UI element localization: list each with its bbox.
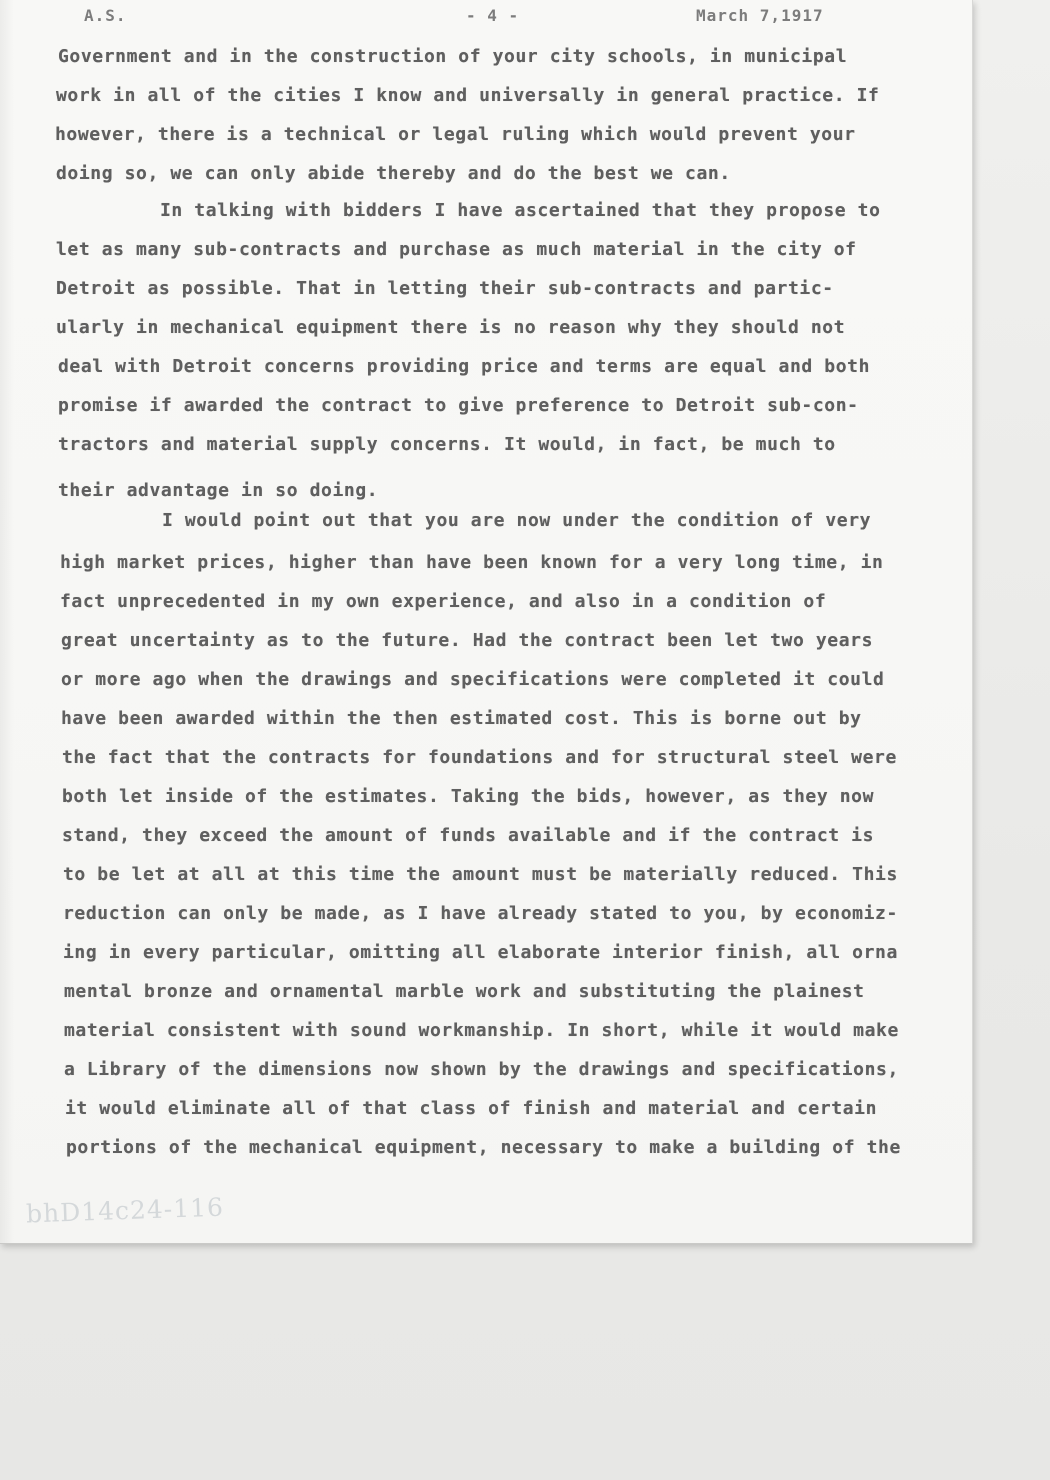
- body-line: work in all of the cities I know and universally in general practice. If: [56, 85, 880, 106]
- body-line: ularly in mechanical equipment there is no reason why they should not: [56, 317, 846, 338]
- body-line: ing in every particular, omitting all elaborate interior finish, all orna: [63, 942, 898, 963]
- body-line: let as many sub-contracts and purchase as much material in the city of: [56, 239, 857, 260]
- page-header: [0, 6, 972, 30]
- body-line: however, there is a technical or legal ruling which would prevent your: [55, 124, 856, 145]
- body-line: doing so, we can only abide thereby and do the best we can.: [56, 163, 731, 184]
- body-line: stand, they exceed the amount of funds available and if the contract is: [62, 825, 875, 846]
- body-line: it would eliminate all of that class of finish and material and certain: [65, 1098, 878, 1119]
- body-line: material consistent with sound workmanship. In short, while it would make: [64, 1020, 899, 1041]
- author-initials: A.S.: [84, 6, 127, 25]
- body-line: mental bronze and ornamental marble work and substituting the plainest: [64, 981, 865, 1002]
- body-line: portions of the mechanical equipment, necessary to make a building of the: [66, 1137, 901, 1158]
- body-line: reduction can only be made, as I have already stated to you, by economiz-: [63, 903, 898, 924]
- body-line: high market prices, higher than have been known for a very long time, in: [60, 552, 884, 573]
- body-line: tractors and material supply concerns. It would, in fact, be much to: [58, 434, 836, 455]
- body-line: fact unprecedented in my own experience, and also in a condition of: [60, 591, 827, 612]
- body-line: or more ago when the drawings and specifications were completed it could: [61, 669, 885, 690]
- body-line: have been awarded within the then estimated cost. This is borne out by: [61, 708, 862, 729]
- body-line: promise if awarded the contract to give preference to Detroit sub-con-: [58, 395, 859, 416]
- body-line: Government and in the construction of your city schools, in municipal: [58, 46, 848, 67]
- body-line: the fact that the contracts for foundations and for structural steel were: [62, 747, 897, 768]
- body-line: to be let at all at this time the amount must be materially reduced. This: [63, 864, 898, 885]
- body-line: great uncertainty as to the future. Had the contract been let two years: [61, 630, 874, 651]
- body-line: deal with Detroit concerns providing price and terms are equal and both: [58, 356, 871, 377]
- page-number: - 4 -: [466, 6, 520, 25]
- body-line: I would point out that you are now under the condition of very: [162, 510, 872, 531]
- body-line: both let inside of the estimates. Taking the bids, however, as they now: [62, 786, 875, 807]
- body-line: Detroit as possible. That in letting their sub-contracts and partic-: [56, 278, 834, 299]
- body-line: a Library of the dimensions now shown by the drawings and specifications,: [64, 1059, 899, 1080]
- page-edge-shadow: [0, 0, 14, 1243]
- letter-date: March 7,1917: [696, 6, 824, 25]
- body-line: In talking with bidders I have ascertained that they propose to: [160, 200, 881, 221]
- body-line: their advantage in so doing.: [58, 480, 379, 501]
- archival-number-mark: bhD14c24-116: [25, 1192, 225, 1229]
